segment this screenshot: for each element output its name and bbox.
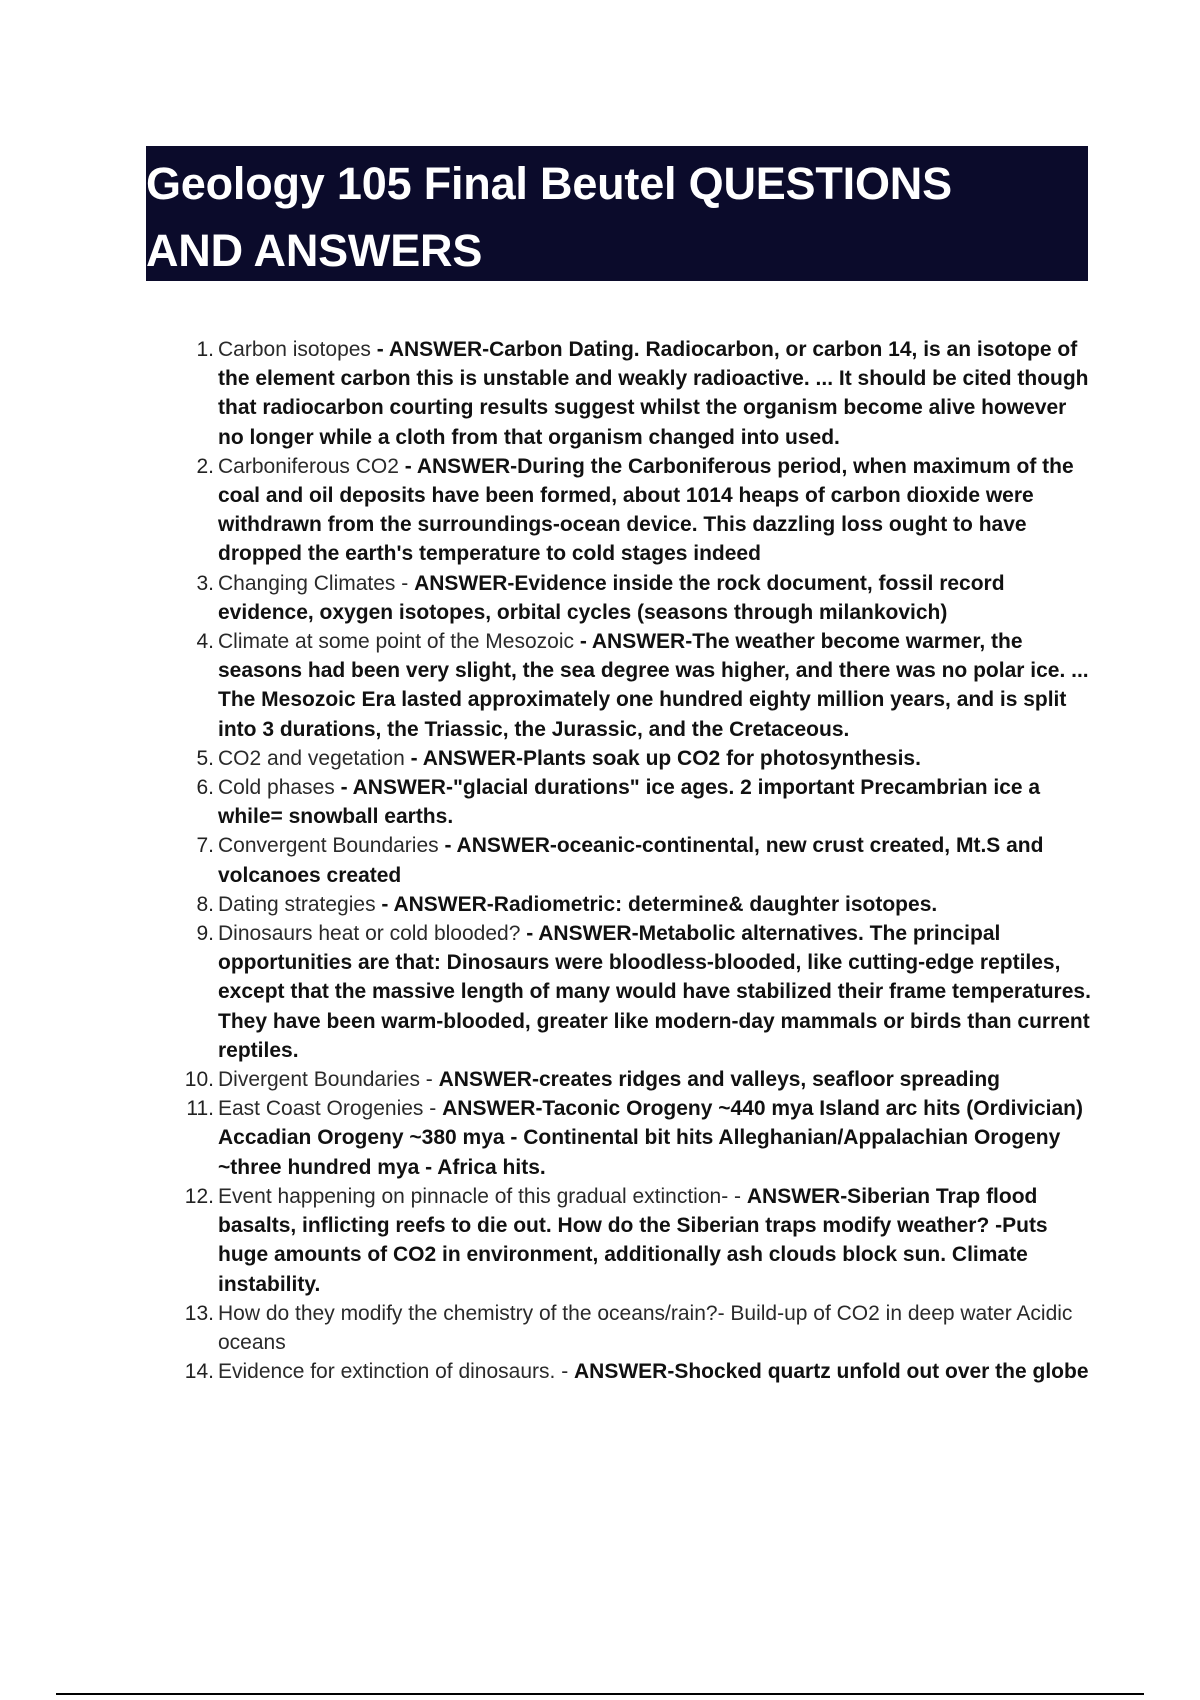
- item-number: 11.: [186, 1097, 214, 1121]
- item-question: Carboniferous CO2: [218, 454, 405, 478]
- item-question: Dinosaurs heat or cold blooded?: [218, 922, 527, 946]
- qa-list: [180, 335, 1095, 1386]
- item-question: CO2 and vegetation: [218, 746, 411, 770]
- item-number: 9.: [196, 922, 214, 946]
- item-question: Cold phases: [218, 776, 341, 800]
- item-number: 5.: [196, 746, 214, 770]
- item-number: 3.: [196, 571, 214, 595]
- list-item: [180, 890, 1095, 919]
- page-bottom-divider: [56, 1693, 1144, 1695]
- item-question: Climate at some point of the Mesozoic: [218, 630, 580, 654]
- item-question: Evidence for extinction of dinosaurs. -: [218, 1360, 575, 1384]
- item-answer: - ANSWER-During the Carboniferous period, when maximum of the coal and oil deposits have been formed, about 1014 heaps of carbon dioxide were withdrawn from the surroundings-ocean device. This dazzling loss ought to have dropped the earth's temperature to cold stages indeed: [218, 454, 1074, 566]
- list-item: [180, 1299, 1095, 1357]
- title-banner: [146, 146, 1088, 281]
- list-item: [180, 627, 1095, 744]
- item-question: Carbon isotopes: [218, 338, 377, 361]
- item-number: 12.: [184, 1184, 214, 1208]
- item-answer: - ANSWER-Radiometric: determine& daughter isotopes.: [381, 892, 938, 916]
- list-item: [180, 1182, 1095, 1299]
- item-question: How do they modify the chemistry of the oceans/rain?- Build-up of CO2 in deep water Acidic oceans: [218, 1301, 1073, 1354]
- item-number: 13.: [184, 1301, 214, 1325]
- list-item: [180, 569, 1095, 627]
- item-answer: - ANSWER-The weather become warmer, the seasons had been very slight, the sea degree was higher, and there was no polar ice. ... The Mesozoic Era lasted approximately one hundred eighty million years, and is split into 3 durations, the Triassic, the Jurassic, and the Cretaceous.: [218, 630, 1089, 741]
- item-answer: ANSWER-creates ridges and valleys, seafloor spreading: [438, 1068, 1000, 1092]
- list-item: [180, 1065, 1095, 1094]
- item-number: 4.: [196, 630, 214, 654]
- title-line-1: Geology 105 Final Beutel QUESTIONS: [146, 158, 952, 209]
- item-answer: - ANSWER-Metabolic alternatives. The principal opportunities are that: Dinosaurs were bloodless-blooded, like cutting-edge reptiles, except that the massive length of many would have stabilized their frame temperatures. They have been warm-blooded, greater like modern-day mammals or birds than current reptiles.: [218, 922, 1091, 1062]
- item-question: Dating strategies: [218, 892, 382, 916]
- item-answer: ANSWER-Taconic Orogeny ~440 mya Island arc hits (Ordivician) Accadian Orogeny ~380 mya - Continental bit hits Alleghanian/Appalachian Orogeny ~three hundred mya - Africa hits.: [218, 1097, 1083, 1179]
- item-number: 10.: [184, 1068, 214, 1092]
- page-title: [146, 150, 1088, 284]
- item-question: East Coast Orogenies -: [218, 1097, 443, 1121]
- item-answer: - ANSWER-Carbon Dating. Radiocarbon, or carbon 14, is an isotope of the element carbon this is unstable and weakly radioactive. ... It should be cited though that radiocarbon courting results suggest whilst the organism become alive however no longer while a cloth from that organism changed into used.: [218, 338, 1089, 449]
- list-item: [180, 1357, 1095, 1386]
- item-answer: - ANSWER-Plants soak up CO2 for photosynthesis.: [410, 746, 921, 770]
- item-answer: ANSWER-Siberian Trap flood basalts, inflicting reefs to die out. How do the Siberian traps modify weather? -Puts huge amounts of CO2 in environment, additionally ash clouds block sun. Climate instability.: [218, 1184, 1048, 1296]
- list-item: [180, 452, 1095, 569]
- item-number: 2.: [196, 454, 214, 478]
- item-number: 1.: [196, 338, 214, 361]
- item-answer: ANSWER-Shocked quartz unfold out over the globe: [574, 1360, 1089, 1384]
- list-item: [180, 919, 1095, 1065]
- item-answer: ANSWER-Evidence inside the rock document, fossil record evidence, oxygen isotopes, orbital cycles (seasons through milankovich): [218, 571, 1005, 624]
- list-item: [180, 744, 1095, 773]
- item-number: 6.: [196, 776, 214, 800]
- list-item: [180, 1094, 1095, 1182]
- item-question: Event happening on pinnacle of this gradual extinction- -: [218, 1184, 747, 1208]
- item-question: Changing Climates -: [218, 571, 415, 595]
- item-number: 14.: [184, 1360, 214, 1384]
- item-answer: - ANSWER-oceanic-continental, new crust created, Mt.S and volcanoes created: [218, 834, 1044, 887]
- list-item: [180, 831, 1095, 889]
- item-number: 8.: [196, 892, 214, 916]
- item-answer: - ANSWER-"glacial durations" ice ages. 2 important Precambrian ice a while= snowball earths.: [218, 776, 1041, 829]
- item-question: Divergent Boundaries -: [218, 1068, 439, 1092]
- list-item: [180, 773, 1095, 831]
- item-question: Convergent Boundaries: [218, 834, 445, 858]
- item-number: 7.: [196, 834, 214, 858]
- list-item: [180, 335, 1095, 452]
- title-line-2: AND ANSWERS: [146, 225, 483, 276]
